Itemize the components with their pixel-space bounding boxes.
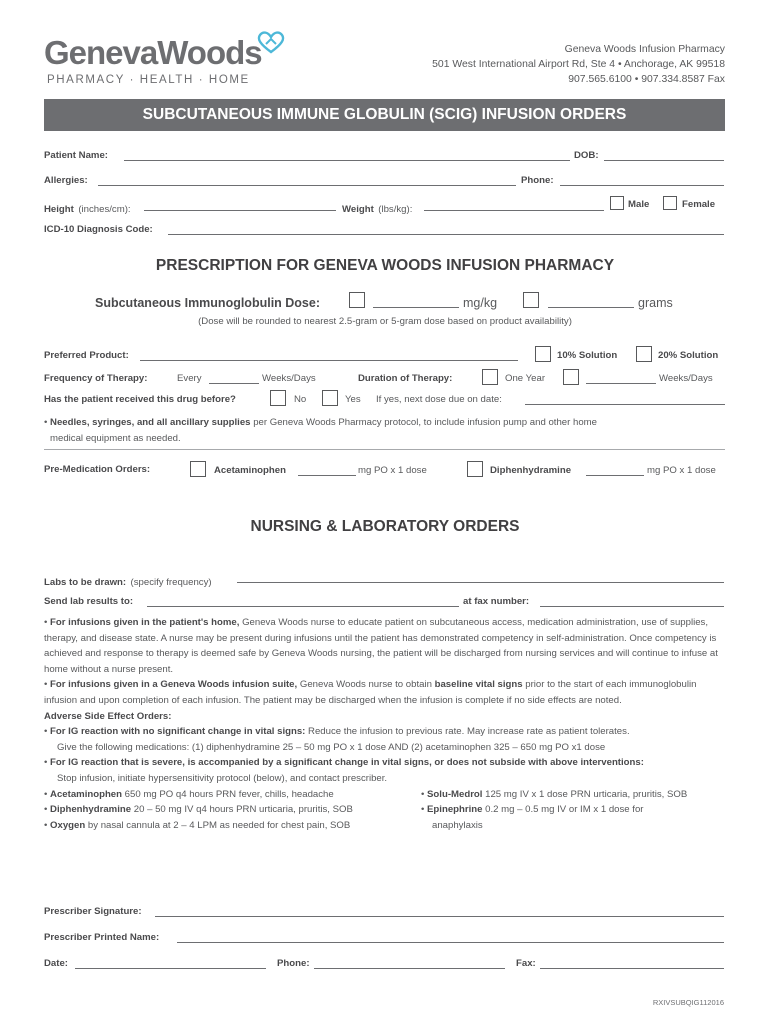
home-text: Geneva Woods nurse to educate patient on subcutaneous access, medication administration, use of supplies, therapy, and disease state. A nurse may be present during infusions until the patient has demonstrated competency in self-administration. Once competency is achieved and response to therapy is deemed safe by Geneva Woods nursing, the patient will be discharged from nursing services and will continue to infuse at home without a nurse present. <box>44 617 718 675</box>
height-label <box>44 199 131 217</box>
epi-text: 0.2 mg – 0.5 mg IV or IM x 1 dose for <box>482 804 644 816</box>
diph-bold: Diphenhydramine <box>50 804 132 816</box>
pharmacy-name: Geneva Woods Infusion Pharmacy <box>564 44 725 55</box>
patient-name-field[interactable] <box>124 160 570 161</box>
labs-hint: (specify frequency) <box>130 577 212 588</box>
prescriber-phone-label: Phone: <box>277 958 310 969</box>
acetaminophen-dose-field[interactable] <box>298 475 356 476</box>
labs-label <box>44 572 212 590</box>
allergies-label: Allergies: <box>44 175 88 186</box>
solu-medrol-item: • Solu-Medrol 125 mg IV x 1 dose PRN urticaria, pruritis, SOB <box>421 788 688 800</box>
home-bold: For infusions given in the patient's home, <box>50 617 240 628</box>
date-label: Date: <box>44 958 68 969</box>
custom-duration-checkbox[interactable] <box>563 369 579 385</box>
every-text: Every <box>177 373 202 384</box>
prescriber-signature-field[interactable] <box>155 916 724 917</box>
acetaminophen-checkbox[interactable] <box>190 461 206 477</box>
height-field[interactable] <box>144 210 336 211</box>
solu-bold: Solu-Medrol <box>427 788 483 800</box>
male-label: Male <box>628 199 650 210</box>
date-field[interactable] <box>75 968 266 969</box>
weight-field[interactable] <box>424 210 604 211</box>
weight-label <box>342 199 412 217</box>
duration-label: Duration of Therapy: <box>358 373 453 384</box>
acetaminophen-label: Acetaminophen <box>214 465 286 476</box>
dose-rounding-note: (Dose will be rounded to nearest 2.5-gram or 5-gram dose based on product availability) <box>198 316 572 327</box>
logo-tagline: PHARMACY · HEALTH · HOME <box>47 74 250 86</box>
hypersensitivity-meds <box>44 787 730 834</box>
received-before-label: Has the patient received this drug before? <box>44 394 236 405</box>
mgkg-dose-field[interactable] <box>373 307 459 308</box>
supplies-line2: medical equipment as needed. <box>50 432 181 444</box>
solution20-checkbox[interactable] <box>636 346 652 362</box>
pharmacy-contact <box>345 42 725 87</box>
ig-severe-bold: For IG reaction that is severe, is accompanied by a significant change in vital signs, or does not subside with above interventions: <box>50 757 644 769</box>
suite-bold: For infusions given in a Geneva Woods infusion suite, <box>50 679 298 691</box>
suite-infusion-paragraph: • For infusions given in a Geneva Woods infusion suite, Geneva Woods nurse to obtain baseline vital signs prior to the start of each immunoglobulin infusion and upon completion of each infusion. The patient may be discharged when the infusion is complete if no side effects are noted. <box>44 679 697 706</box>
prescriber-printed-label: Prescriber Printed Name: <box>44 932 160 943</box>
height-units: (inches/cm): <box>78 204 131 215</box>
ig-no-change-text: Reduce the infusion to previous rate. May increase rate as patient tolerates. <box>305 726 630 738</box>
male-checkbox[interactable] <box>610 196 624 210</box>
supplies-rest: per Geneva Woods Pharmacy protocol, to include infusion pump and other home <box>250 417 597 428</box>
ig-no-change-line2: Give the following medications: (1) diphenhydramine 25 – 50 mg PO x 1 dose AND (2) acetaminophen 325 – 650 mg PO x1 dose <box>57 741 606 753</box>
solution10-label: 10% Solution <box>557 350 618 361</box>
ig-no-change-item: • For IG reaction with no significant change in vital signs: Reduce the infusion to previous rate. May increase rate as patient tolerates. <box>44 726 630 738</box>
dob-label: DOB: <box>574 150 599 161</box>
solution20-label: 20% Solution <box>658 350 719 361</box>
duration-field[interactable] <box>586 383 656 384</box>
prescriber-phone-field[interactable] <box>314 968 505 969</box>
yes-text: Yes <box>345 394 361 405</box>
oxy-bold: Oxygen <box>50 819 86 831</box>
weeks-days-text-2: Weeks/Days <box>659 373 713 384</box>
yes-checkbox[interactable] <box>322 390 338 406</box>
suite-text1: Geneva Woods nurse to obtain <box>297 679 435 691</box>
solution10-checkbox[interactable] <box>535 346 551 362</box>
send-results-field[interactable] <box>147 606 459 607</box>
weight-units: (lbs/kg): <box>378 204 413 215</box>
suite-text2: prior to the start of each immunoglobulin infusion and upon completion of each infusion. The patient may be discharged when the infusion is complete if no side effects are noted. <box>44 679 697 706</box>
frequency-label: Frequency of Therapy: <box>44 373 148 384</box>
premed-label: Pre-Medication Orders: <box>44 464 151 475</box>
diph-text: 20 – 50 mg IV q4 hours PRN urticaria, pruritis, SOB <box>131 804 353 816</box>
dose-label: Subcutaneous Immunoglobulin Dose: <box>95 296 320 310</box>
phone-label: Phone: <box>521 175 554 186</box>
female-label: Female <box>682 199 716 210</box>
patient-phone-field[interactable] <box>560 185 724 186</box>
diphenhydramine-dose-field[interactable] <box>586 475 644 476</box>
allergies-field[interactable] <box>98 185 516 186</box>
weight-label-text: Weight <box>342 204 374 215</box>
suite-bold2: baseline vital signs <box>434 679 523 691</box>
ig-severe-item: • For IG reaction that is severe, is accompanied by a significant change in vital signs, or does not subside with above interventions: <box>44 757 644 769</box>
logo-wordmark: GenevaWoods <box>44 34 262 71</box>
grams-checkbox[interactable] <box>523 292 539 308</box>
prescription-section-title: PRESCRIPTION FOR GENEVA WOODS INFUSION PHARMACY <box>155 257 615 274</box>
prescriber-fax-field[interactable] <box>540 968 724 969</box>
pharmacy-phone-fax: 907.565.6100 • 907.334.8587 Fax <box>568 74 725 85</box>
send-results-label: Send lab results to: <box>44 596 134 607</box>
female-checkbox[interactable] <box>663 196 677 210</box>
supplies-text: • Needles, syringes, and all ancillary supplies per Geneva Woods Pharmacy protocol, to include infusion pump and other home medical equipment as needed. <box>44 415 724 446</box>
one-year-text: One Year <box>505 373 546 384</box>
prescriber-printed-field[interactable] <box>177 942 724 943</box>
acet-text: 650 mg PO q4 hours PRN fever, chills, headache <box>122 788 334 800</box>
heart-icon <box>256 30 286 59</box>
ig-severe-line2: Stop infusion, initiate hypersensitivity protocol (below), and contact prescriber. <box>57 772 388 784</box>
prescriber-signature-label: Prescriber Signature: <box>44 906 142 917</box>
labs-label-text: Labs to be drawn: <box>44 577 127 588</box>
mgkg-checkbox[interactable] <box>349 292 365 308</box>
epinephrine-item: • Epinephrine 0.2 mg – 0.5 mg IV or IM x 1 dose for <box>421 804 644 816</box>
logo <box>44 34 294 90</box>
no-checkbox[interactable] <box>270 390 286 406</box>
diphenhydramine-dose-text: mg PO x 1 dose <box>647 465 716 476</box>
supplies-bold: Needles, syringes, and all ancillary supplies <box>50 417 251 428</box>
one-year-checkbox[interactable] <box>482 369 498 385</box>
pharmacy-address: 501 West International Airport Rd, Ste 4 • Anchorage, AK 99518 <box>432 59 725 70</box>
mgkg-unit: mg/kg <box>463 296 498 310</box>
nursing-section-title: NURSING & LABORATORY ORDERS <box>250 518 520 535</box>
diphenhydramine-checkbox[interactable] <box>467 461 483 477</box>
frequency-field[interactable] <box>209 383 259 384</box>
ig-no-change-bold: For IG reaction with no significant change in vital signs: <box>50 726 306 738</box>
height-label-text: Height <box>44 204 74 215</box>
icd-label: ICD-10 Diagnosis Code: <box>44 224 153 235</box>
icd-field[interactable] <box>168 234 724 235</box>
epi-line2: anaphylaxis <box>432 819 483 831</box>
form-title: SUBCUTANEOUS IMMUNE GLOBULIN (SCIG) INFUSION ORDERS <box>44 99 725 131</box>
diphenhydramine-label: Diphenhydramine <box>490 465 572 476</box>
oxy-text: by nasal cannula at 2 – 4 LPM as needed for chest pain, SOB <box>85 819 351 831</box>
nursing-orders-text <box>44 615 730 834</box>
home-infusion-paragraph: • For infusions given in the patient's home, Geneva Woods nurse to educate patient on subcutaneous access, medication administration, use of supplies, therapy, and disease state. A nurse may be present during infusions until the patient has demonstrated competency in self-administration. Once competency is achieved and response to therapy is deemed safe by Geneva Woods nursing, the patient will be discharged from nursing services and will continue to infuse at home without a nurse present. <box>44 617 718 675</box>
divider <box>44 449 725 450</box>
diphenhydramine-item: • Diphenhydramine 20 – 50 mg IV q4 hours PRN urticaria, pruritis, SOB <box>44 804 353 816</box>
labs-field[interactable] <box>237 582 724 583</box>
grams-dose-field[interactable] <box>548 307 634 308</box>
epi-bold: Epinephrine <box>427 804 483 816</box>
grams-unit: grams <box>638 296 673 310</box>
fax-number-field[interactable] <box>540 606 724 607</box>
fax-number-label: at fax number: <box>463 596 530 607</box>
next-dose-field[interactable] <box>525 404 725 405</box>
dob-field[interactable] <box>604 160 724 161</box>
weeks-days-text: Weeks/Days <box>262 373 316 384</box>
next-dose-label: If yes, next dose due on date: <box>376 394 502 405</box>
preferred-product-label: Preferred Product: <box>44 350 129 361</box>
form-code: RXIVSUBQIG112016 <box>652 998 724 1007</box>
acet-bold: Acetaminophen <box>50 788 122 800</box>
no-text: No <box>294 394 307 405</box>
acetaminophen-dose-text: mg PO x 1 dose <box>358 465 427 476</box>
adverse-title: Adverse Side Effect Orders: <box>44 710 172 722</box>
solu-text: 125 mg IV x 1 dose PRN urticaria, pruritis, SOB <box>482 788 688 800</box>
prescriber-fax-label: Fax: <box>516 958 536 969</box>
patient-name-label: Patient Name: <box>44 150 108 161</box>
acetaminophen-item: • Acetaminophen 650 mg PO q4 hours PRN fever, chills, headache <box>44 788 334 800</box>
oxygen-item: • Oxygen by nasal cannula at 2 – 4 LPM as needed for chest pain, SOB <box>44 819 351 831</box>
preferred-product-field[interactable] <box>140 360 518 361</box>
